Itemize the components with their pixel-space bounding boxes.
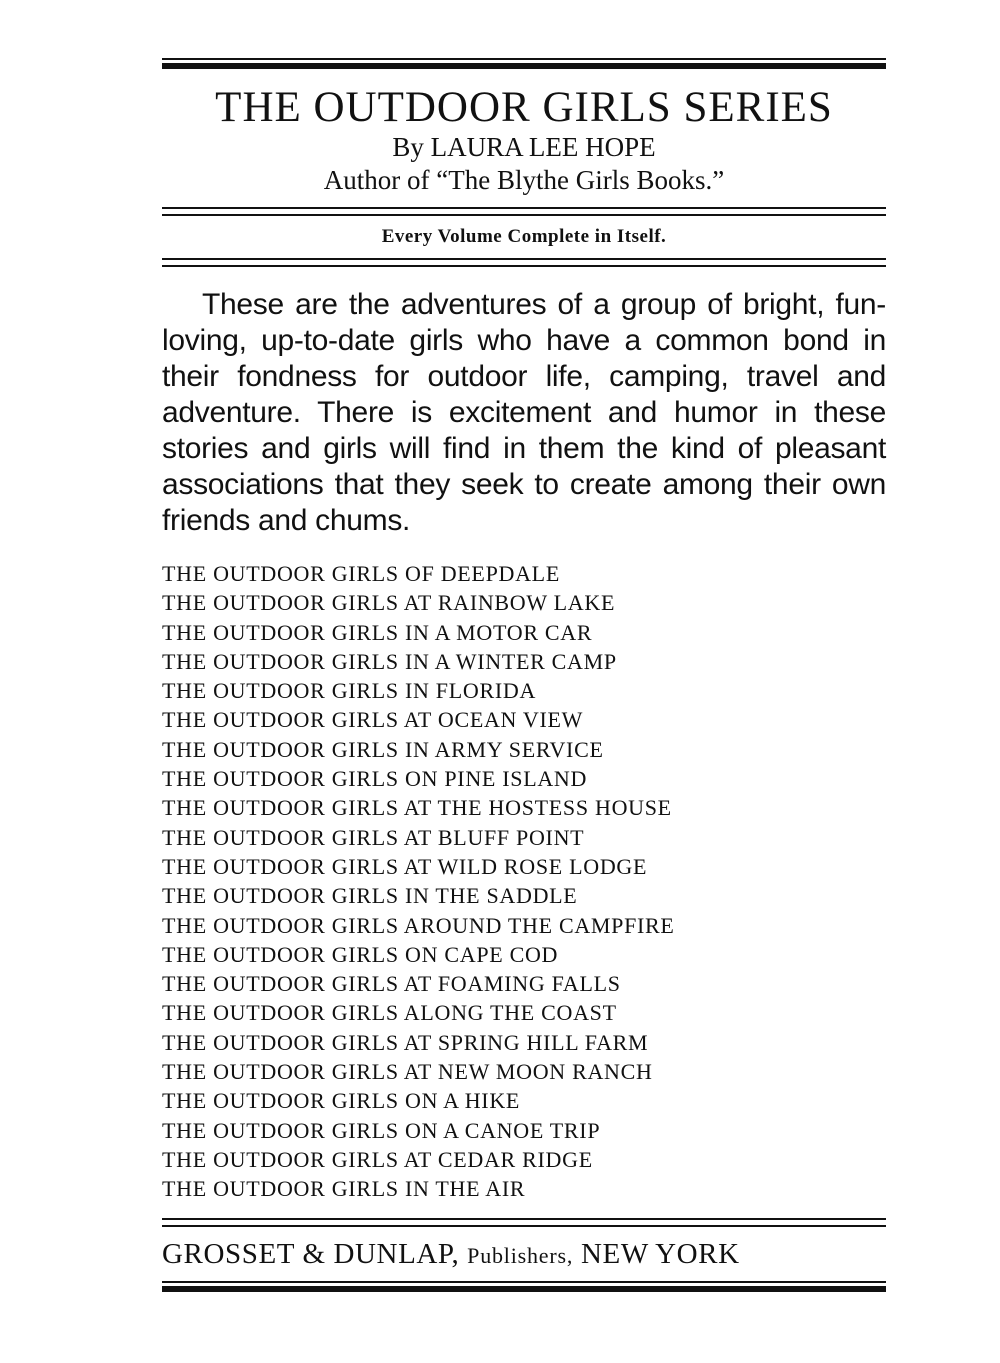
publisher-role: Publishers, [467,1242,574,1268]
title-item: THE OUTDOOR GIRLS IN THE SADDLE [162,883,578,909]
advertisement-page [162,58,886,1292]
title-item: THE OUTDOOR GIRLS AT WILD ROSE LODGE [162,853,648,879]
series-title: THE OUTDOOR GIRLS SERIES [215,84,833,131]
author-byline: By LAURA LEE HOPE [392,132,656,162]
title-item: THE OUTDOOR GIRLS AT THE HOSTESS HOUSE [162,795,672,821]
title-item: THE OUTDOOR GIRLS AT SPRING HILL FARM [162,1029,649,1055]
top-double-rule [162,58,886,69]
publisher-line [162,1237,886,1273]
publisher-top-rule [162,1218,886,1227]
title-item: THE OUTDOOR GIRLS IN A WINTER CAMP [162,648,617,674]
tagline: Every Volume Complete in Itself. [381,226,667,247]
bottom-double-rule [162,1281,886,1292]
tagline-bottom-rule [162,258,886,267]
title-item: THE OUTDOOR GIRLS IN THE AIR [162,1176,526,1202]
author-other-works: Author of “The Blythe Girls Books.” [323,165,725,195]
title-item: THE OUTDOOR GIRLS OF DEEPDALE [162,561,560,586]
title-item: THE OUTDOOR GIRLS AT BLUFF POINT [162,824,585,850]
tagline-top-rule [162,207,886,216]
title-item: THE OUTDOOR GIRLS IN A MOTOR CAR [162,619,593,645]
title-item: THE OUTDOOR GIRLS ON A HIKE [162,1088,521,1114]
title-item: THE OUTDOOR GIRLS ON CAPE COD [162,941,559,967]
title-item: THE OUTDOOR GIRLS AT OCEAN VIEW [162,707,584,733]
title-item: THE OUTDOOR GIRLS AT NEW MOON RANCH [162,1059,653,1085]
title-list [162,559,886,1204]
title-item: THE OUTDOOR GIRLS AT RAINBOW LAKE [162,590,616,616]
title-item: THE OUTDOOR GIRLS ALONG THE COAST [162,1000,617,1026]
title-item: THE OUTDOOR GIRLS AROUND THE CAMPFIRE [162,912,675,938]
publisher-city: NEW YORK [581,1237,740,1270]
title-item: THE OUTDOOR GIRLS ON PINE ISLAND [162,766,588,792]
series-description: These are the adventures of a group of bright, fun-loving, up-to-date girls who have a common bond in their fondness for outdoor life, camping, travel and adventure. There is excitement and humor in these stories and girls will find in them the kind of pleasant associations that they seek to create among their own friends and chums. [162,288,886,537]
publisher-name: GROSSET & DUNLAP, [162,1237,460,1270]
title-item: THE OUTDOOR GIRLS AT FOAMING FALLS [162,971,621,997]
title-item: THE OUTDOOR GIRLS IN FLORIDA [162,678,537,704]
title-item: THE OUTDOOR GIRLS ON A CANOE TRIP [162,1117,601,1143]
title-item: THE OUTDOOR GIRLS AT CEDAR RIDGE [162,1146,593,1172]
title-item: THE OUTDOOR GIRLS IN ARMY SERVICE [162,736,604,762]
